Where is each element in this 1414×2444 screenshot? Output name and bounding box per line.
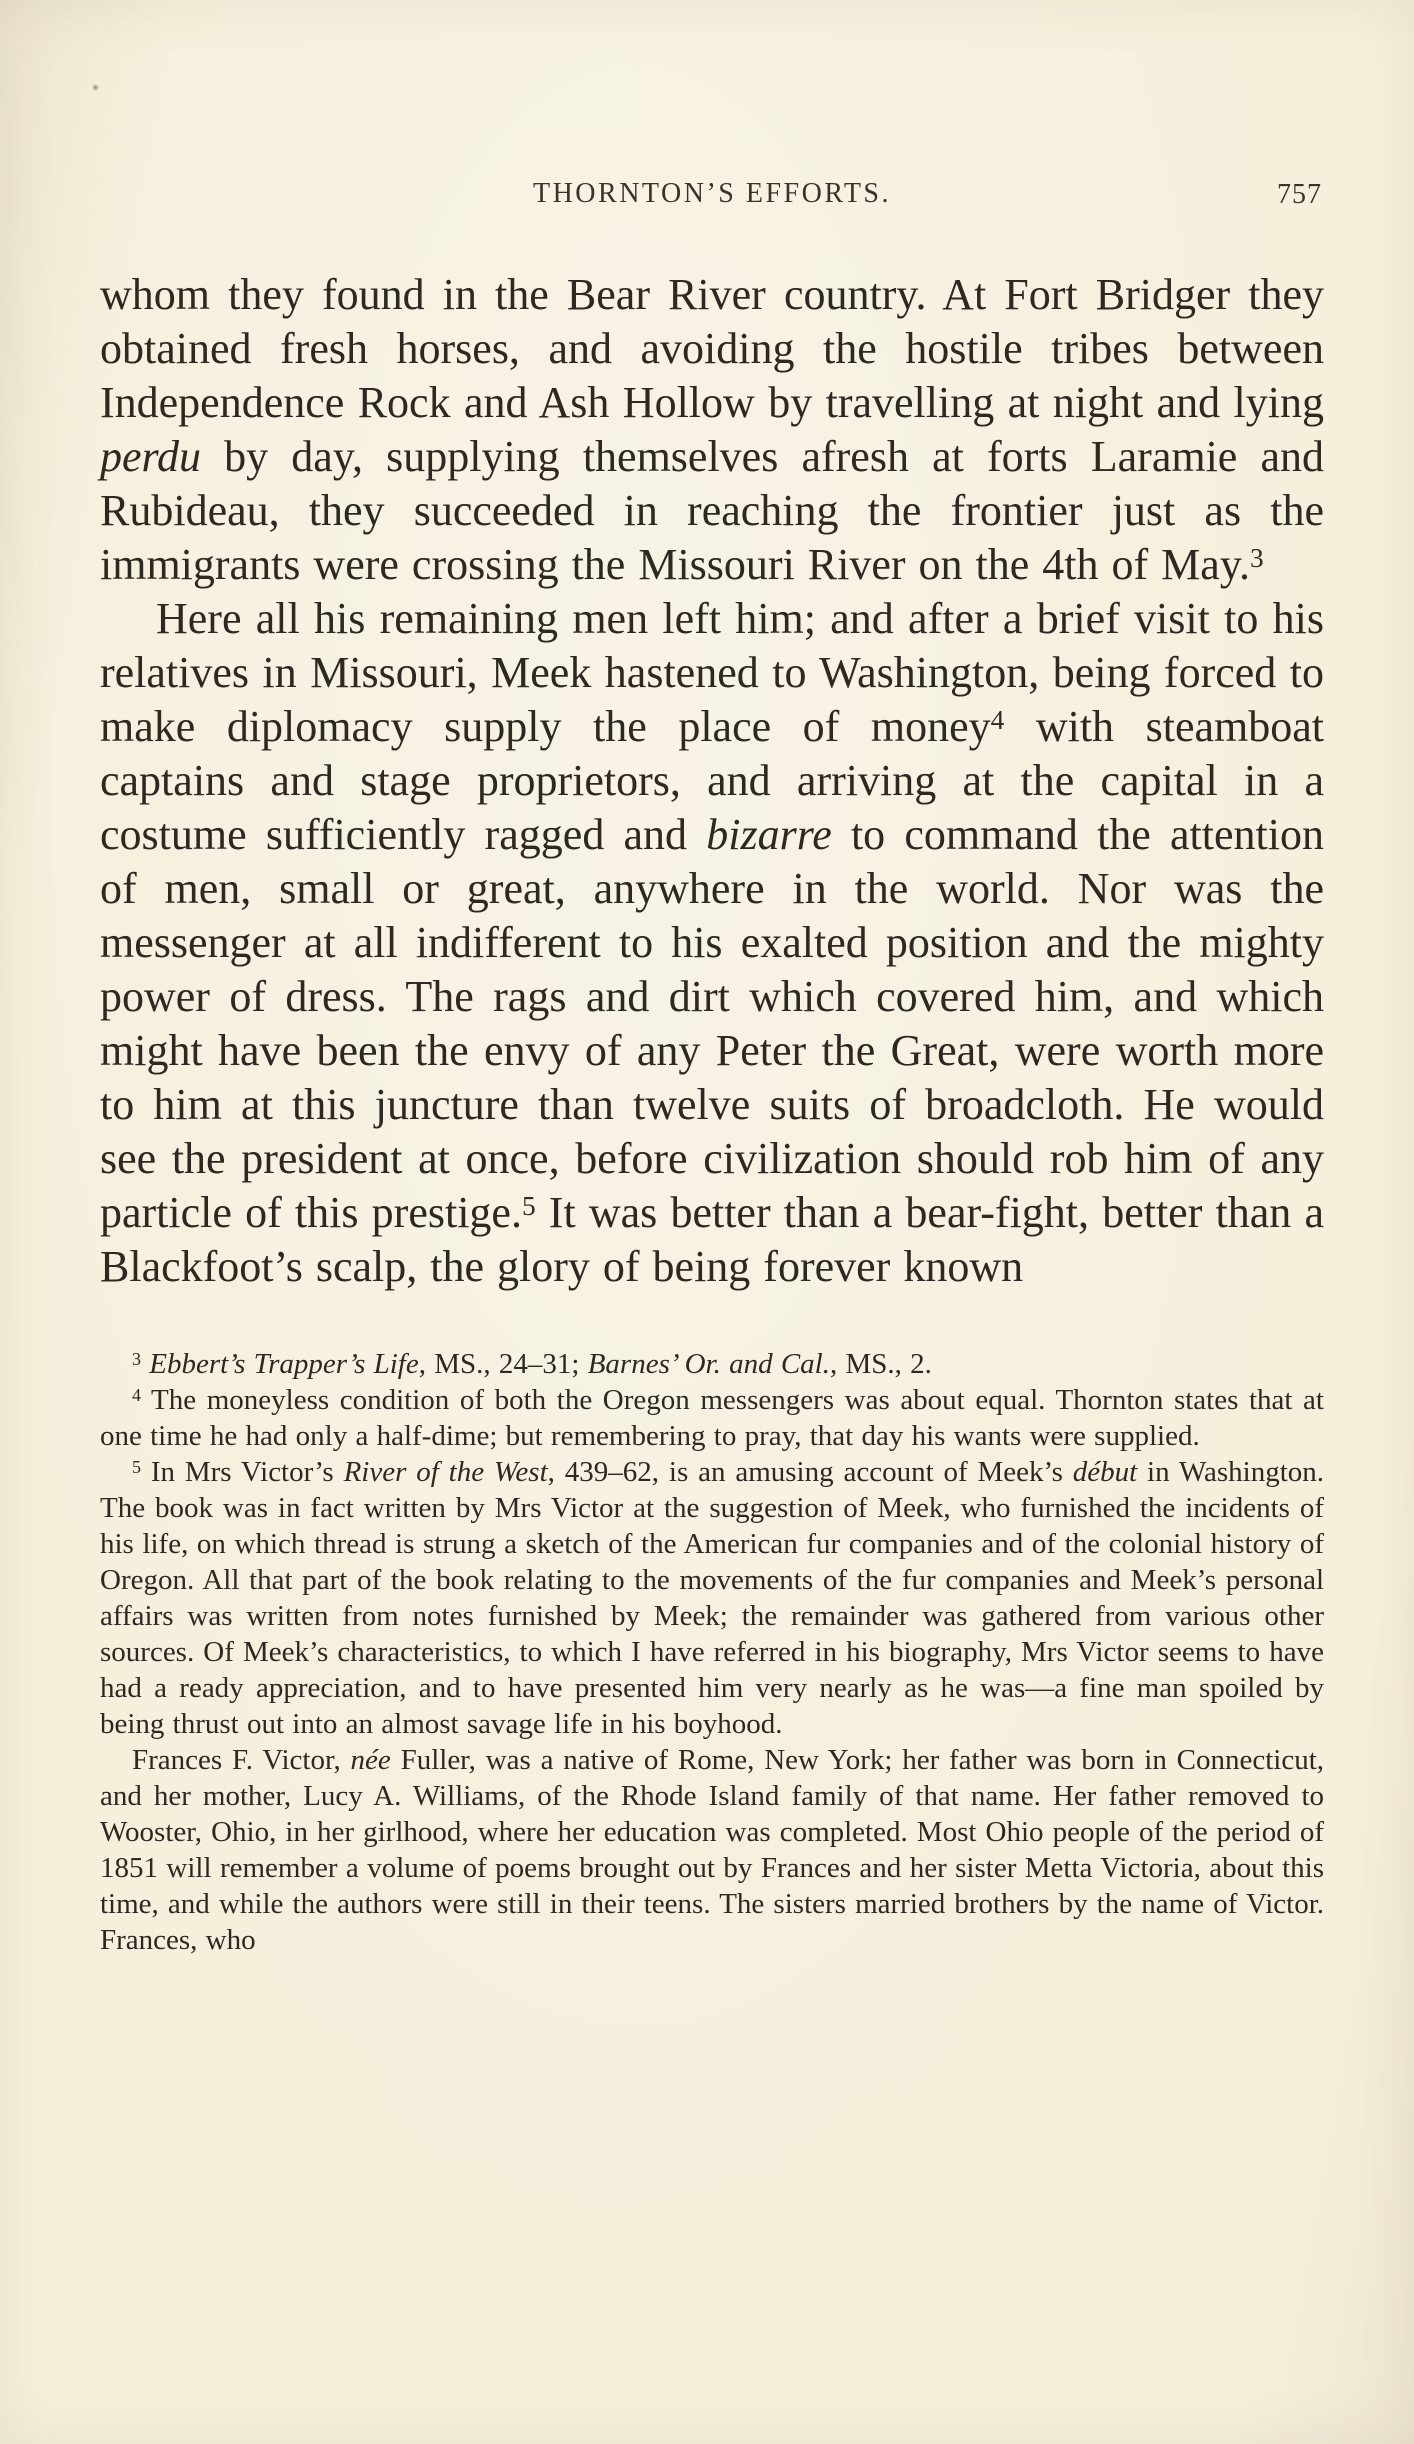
page-title: THORNTON’S EFFORTS. (532, 178, 891, 209)
italic-text: Ebbert’s Trapper’s Life (149, 1348, 419, 1380)
text-run: in Washington. The book was in fact written by Mrs Victor at the suggestion of Meek, who furnished the incidents of his life, on which thread is strung a sketch of the American fur companies and of the colonial history of Oregon. All that part of the book relating to the movements of the fur companies and Meek’s personal affairs was written from notes furnished by Meek; the remainder was gathered from various other sources. Of Meek’s characteristics, to which I have referred in his biography, Mrs Victor seems to have had a ready appreciation, and to have presented him very nearly as he was—a fine man spoiled by being thrust out into an almost savage life in his boyhood. (100, 1456, 1325, 1740)
text-run: whom they found in the Bear River country. At Fort Bridger they obtained fresh horses, and avoiding the hostile tribes between Independence Rock and Ash Hollow by travelling at night and lying (100, 270, 1324, 427)
text-run: , 439–62, is an amusing account of Meek’s (547, 1456, 1073, 1488)
italic-text: perdu (100, 432, 202, 481)
text-run: Fuller, was a native of Rome, New York; her father was born in Connecticut, and her mother, Lucy A. Williams, of the Rhode Island family of that name. Her father removed to Wooster, Ohio, in her girlhood, where her education was completed. Most Ohio people of the period of 1851 will remember a volume of poems brought out by Frances and her sister Metta Victoria, about this time, and while the authors were still in their teens. The sisters married brothers by the name of Victor. Frances, who (100, 1744, 1325, 1956)
footnote-ref: 4 (132, 1384, 141, 1405)
italic-text: née (350, 1744, 391, 1776)
text-run: to command the attention of men, small or great, anywhere in the world. Nor was the messenger at all indifferent to his exalted position and the mighty power of dress. The rags and dirt which covered him, and which might have been the envy of any Peter the Great, were worth more to him at this juncture than twelve suits of broadcloth. He would see the president at once, before civilization should rob him of any particle of this prestige. (100, 810, 1324, 1237)
italic-text: début (1072, 1456, 1138, 1488)
footnote-paragraph (100, 1346, 1324, 1382)
page-number: 757 (1277, 179, 1322, 210)
text-run: , MS., 24–31; (418, 1348, 588, 1380)
footnote-ref: 5 (521, 1190, 536, 1221)
text-run: with steamboat captains and stage proprietors, and arriving at the capital in a costume sufficiently ragged and (100, 702, 1324, 859)
italic-text: bizarre (706, 810, 832, 859)
footnote-ref: 4 (990, 704, 1005, 735)
page-content (100, 178, 1324, 1958)
text-run (141, 1348, 149, 1380)
footnote-ref: 3 (132, 1348, 141, 1369)
body-text (100, 268, 1324, 1294)
italic-text: River of the West (343, 1456, 548, 1488)
italic-text: Barnes’ Or. and Cal. (587, 1348, 830, 1380)
footnote-ref: 3 (1249, 542, 1264, 573)
text-run: In Mrs Victor’s (140, 1456, 344, 1488)
text-run: , MS., 2. (829, 1348, 932, 1380)
running-head (100, 178, 1324, 222)
footnote-paragraph (100, 1454, 1324, 1742)
text-run: It was better than a bear-fight, better than a Blackfoot’s scalp, the glory of being forever known (100, 1188, 1325, 1291)
text-run: Frances F. Victor, (132, 1744, 351, 1776)
footnote-paragraph (100, 1382, 1324, 1454)
body-paragraph (100, 592, 1324, 1294)
text-run: by day, supplying themselves afresh at forts Laramie and Rubideau, they succeeded in reaching the frontier just as the immigrants were crossing the Missouri River on the 4th of May. (100, 432, 1324, 589)
body-paragraph (100, 268, 1324, 592)
footnote-paragraph (100, 1742, 1324, 1958)
text-run: The moneyless condition of both the Oregon messengers was about equal. Thornton states that at one time he had only a half-dime; but remembering to pray, that day his wants were supplied. (100, 1384, 1324, 1452)
text-run: Here all his remaining men left him; and after a brief visit to his relatives in Missouri, Meek hastened to Washington, being forced to make diplomacy supply the place of money (100, 594, 1324, 751)
footnotes (100, 1346, 1324, 1958)
paper-speck (92, 84, 99, 91)
footnote-ref: 5 (132, 1456, 141, 1477)
